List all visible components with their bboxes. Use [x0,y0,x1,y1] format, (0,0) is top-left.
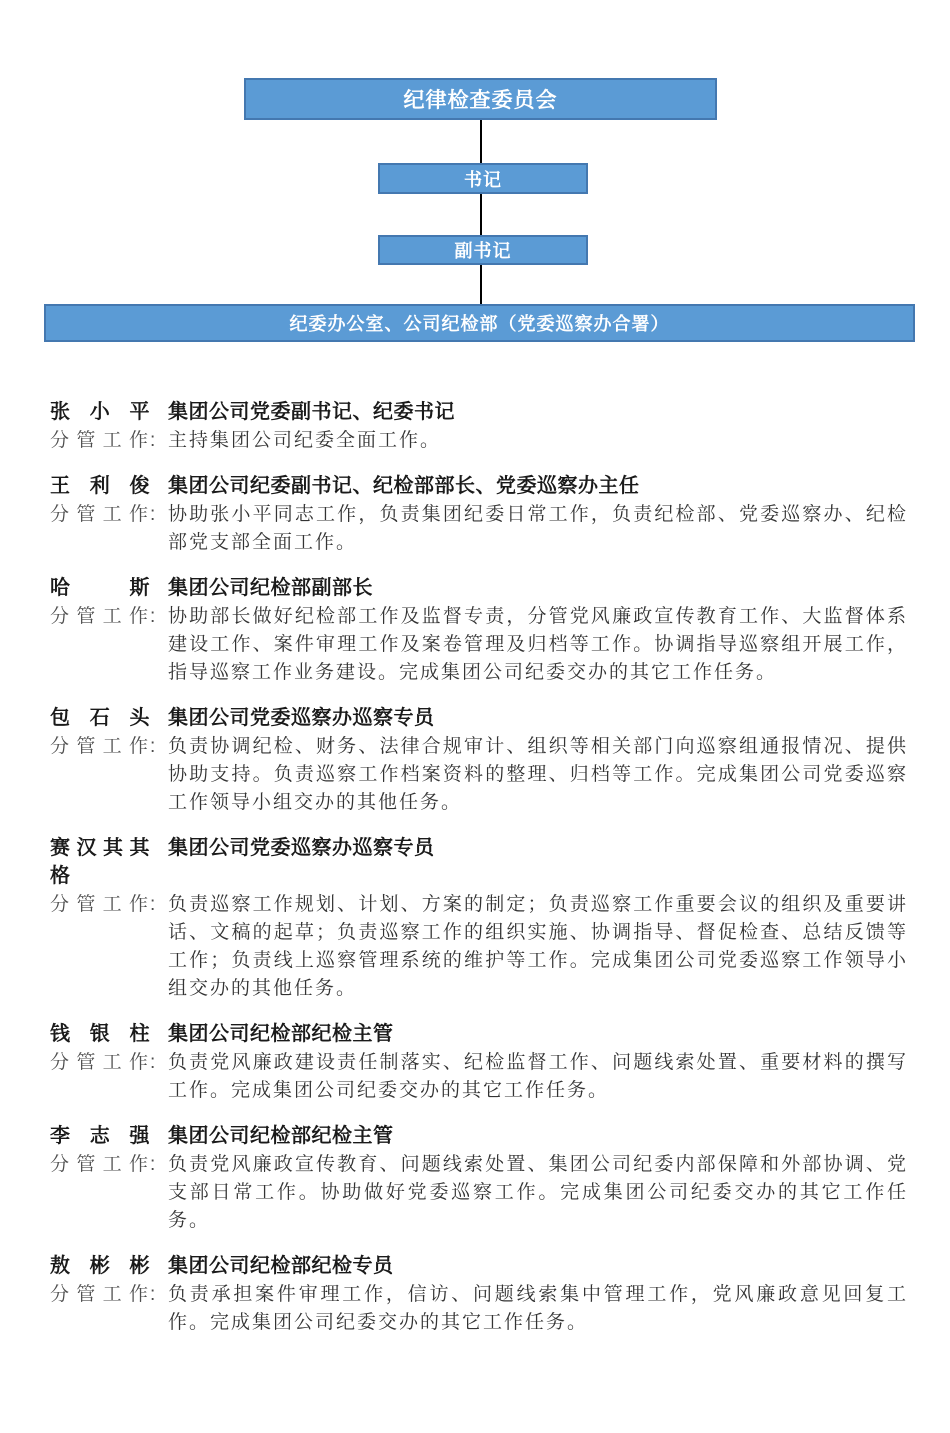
person-header [50,834,908,890]
person-title: 集团公司纪检部纪检专员 [168,1255,394,1277]
person-name: 敖彬彬 [50,1255,150,1277]
person-title: 集团公司纪检部副部长 [168,577,373,599]
person-name: 包石头 [50,707,150,729]
connector-line-2 [480,194,482,235]
duty-label: 分管工作 : [50,1284,156,1305]
person-name: 赛汉其其格 [50,837,150,887]
duty-description: 负责巡察工作规划、计划、方案的制定；负责巡察工作重要会议的组织及重要讲话、文稿的起草；负责巡察工作的组织实施、协调指导、督促检查、总结反馈等工作；负责线上巡察管理系统的维护等工作。完成集团公司党委巡察工作领导小组交办的其他任务。 [168,894,908,999]
person-duty [50,1151,908,1235]
person-name: 钱银柱 [50,1023,150,1045]
person-duty [50,427,908,455]
person-section-wanglijun [50,472,908,557]
person-duty [50,1049,908,1105]
person-name: 哈斯 [50,577,150,599]
duty-label: 分管工作 : [50,504,156,525]
person-duty [50,501,908,557]
person-section-hasi [50,574,908,687]
person-title: 集团公司纪委副书记、纪检部部长、党委巡察办主任 [168,475,640,497]
person-section-baoshitou [50,704,908,817]
person-title: 集团公司纪检部纪检主管 [168,1023,394,1045]
org-box-committee: 纪律检查委员会 [244,78,717,120]
duty-description: 主持集团公司纪委全面工作。 [168,430,442,451]
org-box-office: 纪委办公室、公司纪检部（党委巡察办合署） [44,304,915,342]
person-header [50,1252,908,1280]
duty-label: 分管工作 : [50,606,156,627]
duty-description: 负责党风廉政宣传教育、问题线索处置、集团公司纪委内部保障和外部协调、党支部日常工作。协助做好党委巡察工作。完成集团公司纪委交办的其它工作任务。 [168,1154,908,1231]
person-section-aobinbin [50,1252,908,1337]
person-duty [50,603,908,687]
person-section-saihanqiqige [50,834,908,1003]
org-chart [0,0,950,344]
duty-description: 协助部长做好纪检部工作及监督专责，分管党风廉政宣传教育工作、大监督体系建设工作、案件审理工作及案卷管理及归档等工作。协调指导巡察组开展工作，指导巡察工作业务建设。完成集团公司纪委交办的其它工作任务。 [168,606,908,683]
duty-label: 分管工作 : [50,1154,156,1175]
person-header [50,704,908,732]
people-list [0,398,950,1337]
duty-description: 负责协调纪检、财务、法律合规审计、组织等相关部门向巡察组通报情况、提供协助支持。负责巡察工作档案资料的整理、归档等工作。完成集团公司党委巡察工作领导小组交办的其他任务。 [168,736,908,813]
person-header [50,1020,908,1048]
duty-description: 负责党风廉政建设责任制落实、纪检监督工作、问题线索处置、重要材料的撰写工作。完成集团公司纪委交办的其它工作任务。 [168,1052,908,1101]
person-header [50,574,908,602]
duty-description: 协助张小平同志工作，负责集团纪委日常工作，负责纪检部、党委巡察办、纪检部党支部全面工作。 [168,504,908,553]
person-section-zhangxiaoping [50,398,908,455]
person-title: 集团公司党委巡察办巡察专员 [168,837,435,859]
duty-label: 分管工作 : [50,736,156,757]
duty-label: 分管工作 : [50,894,156,915]
person-duty [50,733,908,817]
person-duty [50,891,908,1003]
connector-line-1 [480,120,482,163]
duty-label: 分管工作 : [50,1052,156,1073]
person-section-qianyinzhu [50,1020,908,1105]
person-duty [50,1281,908,1337]
duty-label: 分管工作 : [50,430,156,451]
person-name: 李志强 [50,1125,150,1147]
duty-description: 负责承担案件审理工作，信访、问题线索集中管理工作，党风廉政意见回复工作。完成集团公司纪委交办的其它工作任务。 [168,1284,908,1333]
person-name: 张小平 [50,401,150,423]
person-title: 集团公司纪检部纪检主管 [168,1125,394,1147]
person-section-lizhiqiang [50,1122,908,1235]
person-header [50,472,908,500]
person-title: 集团公司党委巡察办巡察专员 [168,707,435,729]
person-title: 集团公司党委副书记、纪委书记 [168,401,455,423]
org-box-secretary: 书记 [378,163,588,194]
org-box-deputy-secretary: 副书记 [378,235,588,265]
person-header [50,1122,908,1150]
person-name: 王利俊 [50,475,150,497]
person-header [50,398,908,426]
connector-line-3 [480,265,482,304]
